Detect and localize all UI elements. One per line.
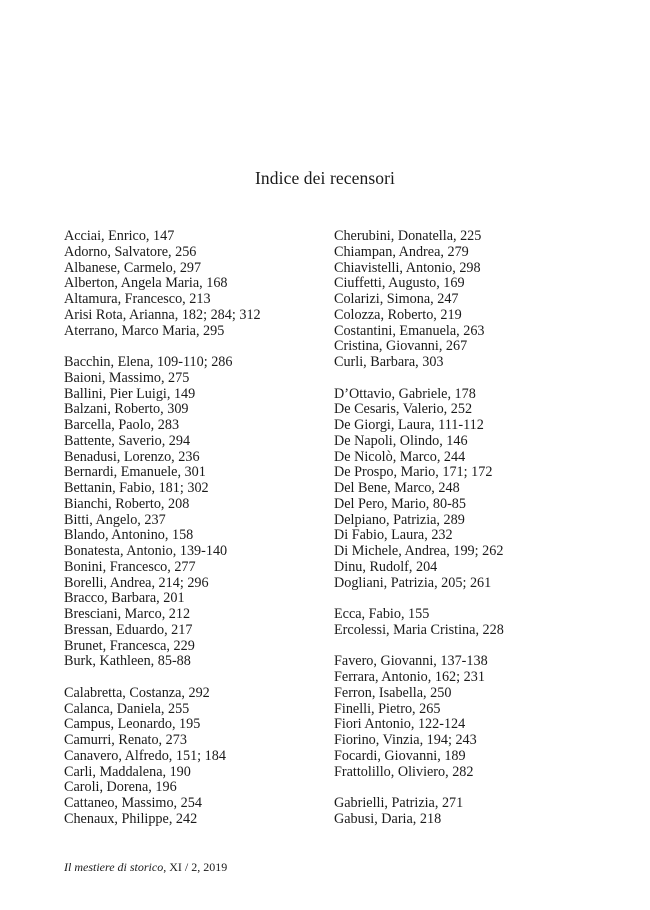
index-entry: Benadusi, Lorenzo, 236 — [64, 448, 200, 465]
index-entry: Chiampan, Andrea, 279 — [334, 243, 469, 260]
index-group — [334, 796, 604, 828]
index-entry: Del Bene, Marco, 248 — [334, 480, 460, 496]
index-entry: Bettanin, Fabio, 181; 302 — [64, 480, 209, 496]
footer-journal-title: Il mestiere di storico — [64, 860, 164, 874]
index-group — [334, 607, 604, 639]
index-entry: Finelli, Pietro, 265 — [334, 700, 441, 717]
index-column-right — [334, 229, 604, 843]
index-group — [334, 229, 604, 371]
index-entry: De Nicolò, Marco, 244 — [334, 448, 466, 465]
index-entry: Barcella, Paolo, 283 — [64, 417, 180, 433]
index-entry: Brunet, Francesca, 229 — [64, 637, 195, 654]
index-entry: Bressan, Eduardo, 217 — [64, 621, 193, 638]
index-entry: Di Fabio, Laura, 232 — [334, 527, 453, 544]
index-entry: Fiorino, Vinzia, 194; 243 — [334, 732, 477, 748]
index-entry: Balzani, Roberto, 309 — [64, 401, 189, 418]
footer-issue: , XI / 2, 2019 — [163, 860, 228, 874]
index-entry: Canavero, Alfredo, 151; 184 — [64, 747, 226, 764]
index-group — [64, 355, 334, 670]
index-entry: Fiori Antonio, 122-124 — [334, 716, 466, 733]
index-entry: Baioni, Massimo, 275 — [64, 369, 190, 386]
index-entry: Bacchin, Elena, 109-110; 286 — [64, 354, 233, 370]
index-entry: Colarizi, Simona, 247 — [334, 291, 459, 307]
index-entry: Dinu, Rudolf, 204 — [334, 558, 438, 575]
index-entry: Gabusi, Daria, 218 — [334, 810, 442, 827]
index-entry: Ercolessi, Maria Cristina, 228 — [334, 621, 504, 638]
index-entry: Bresciani, Marco, 212 — [64, 606, 191, 622]
index-entry: Dogliani, Patrizia, 205; 261 — [334, 574, 492, 591]
index-entry: Colozza, Roberto, 219 — [334, 306, 462, 323]
index-entry: Ferrara, Antonio, 162; 231 — [334, 669, 485, 685]
page-title: Indice dei recensori — [255, 168, 395, 188]
index-column-left — [64, 229, 334, 843]
index-entry: De Giorgi, Laura, 111-112 — [334, 417, 484, 433]
footer — [64, 860, 227, 875]
index-group — [334, 387, 604, 592]
index-entry: Delpiano, Patrizia, 289 — [334, 511, 465, 528]
index-entry: Aterrano, Marco Maria, 295 — [64, 322, 225, 339]
index-entry: Burk, Kathleen, 85-88 — [64, 653, 191, 670]
index-entry: Bracco, Barbara, 201 — [64, 590, 185, 607]
index-group — [334, 654, 604, 780]
index-entry: Chiavistelli, Antonio, 298 — [334, 259, 481, 276]
index-entry: Cherubini, Donatella, 225 — [334, 228, 482, 244]
index-entry: Alberton, Angela Maria, 168 — [64, 275, 228, 292]
index-entry: De Napoli, Olindo, 146 — [334, 432, 468, 449]
index-entry: Cristina, Giovanni, 267 — [334, 338, 468, 355]
index-entry: Calanca, Daniela, 255 — [64, 700, 190, 717]
index-entry: Costantini, Emanuela, 263 — [334, 322, 485, 339]
index-entry: Arisi Rota, Arianna, 182; 284; 312 — [64, 306, 261, 323]
index-entry: De Prospo, Mario, 171; 172 — [334, 464, 493, 481]
index-entry: Bonatesta, Antonio, 139-140 — [64, 543, 228, 559]
index-group — [64, 686, 334, 828]
index-entry: Battente, Saverio, 294 — [64, 432, 191, 449]
index-entry: D’Ottavio, Gabriele, 178 — [334, 385, 476, 402]
index-entry: Bianchi, Roberto, 208 — [64, 495, 190, 512]
index-entry: Frattolillo, Oliviero, 282 — [334, 763, 474, 780]
index-entry: Bitti, Angelo, 237 — [64, 511, 166, 528]
index-entry: Altamura, Francesco, 213 — [64, 291, 211, 307]
index-group — [64, 229, 334, 339]
index-entry: Albanese, Carmelo, 297 — [64, 259, 202, 276]
index-entry: Bernardi, Emanuele, 301 — [64, 464, 206, 481]
index-entry: Del Pero, Mario, 80-85 — [334, 495, 466, 512]
index-entry: Ballini, Pier Luigi, 149 — [64, 385, 196, 402]
index-entry: Cattaneo, Massimo, 254 — [64, 795, 202, 811]
index-entry: Borelli, Andrea, 214; 296 — [64, 574, 209, 591]
index-entry: Ciuffetti, Augusto, 169 — [334, 275, 465, 292]
index-entry: Curli, Barbara, 303 — [334, 354, 444, 370]
index-entry: Caroli, Dorena, 196 — [64, 779, 177, 796]
index-entry: Di Michele, Andrea, 199; 262 — [334, 543, 504, 559]
index-entry: Chenaux, Philippe, 242 — [64, 810, 198, 827]
index-entry: De Cesaris, Valerio, 252 — [334, 401, 473, 418]
index-entry: Ecca, Fabio, 155 — [334, 606, 430, 622]
index-entry: Calabretta, Costanza, 292 — [64, 684, 210, 701]
index-entry: Favero, Giovanni, 137-138 — [334, 653, 488, 670]
index-entry: Ferron, Isabella, 250 — [334, 684, 452, 701]
index-entry: Blando, Antonino, 158 — [64, 527, 194, 544]
index-entry: Camurri, Renato, 273 — [64, 732, 187, 748]
index-entry: Acciai, Enrico, 147 — [64, 228, 175, 244]
index-entry: Bonini, Francesco, 277 — [64, 558, 196, 575]
index-entry: Gabrielli, Patrizia, 271 — [334, 795, 464, 811]
index-entry: Carli, Maddalena, 190 — [64, 763, 191, 780]
index-entry: Focardi, Giovanni, 189 — [334, 747, 466, 764]
index-entry: Adorno, Salvatore, 256 — [64, 243, 197, 260]
index-entry: Campus, Leonardo, 195 — [64, 716, 201, 733]
